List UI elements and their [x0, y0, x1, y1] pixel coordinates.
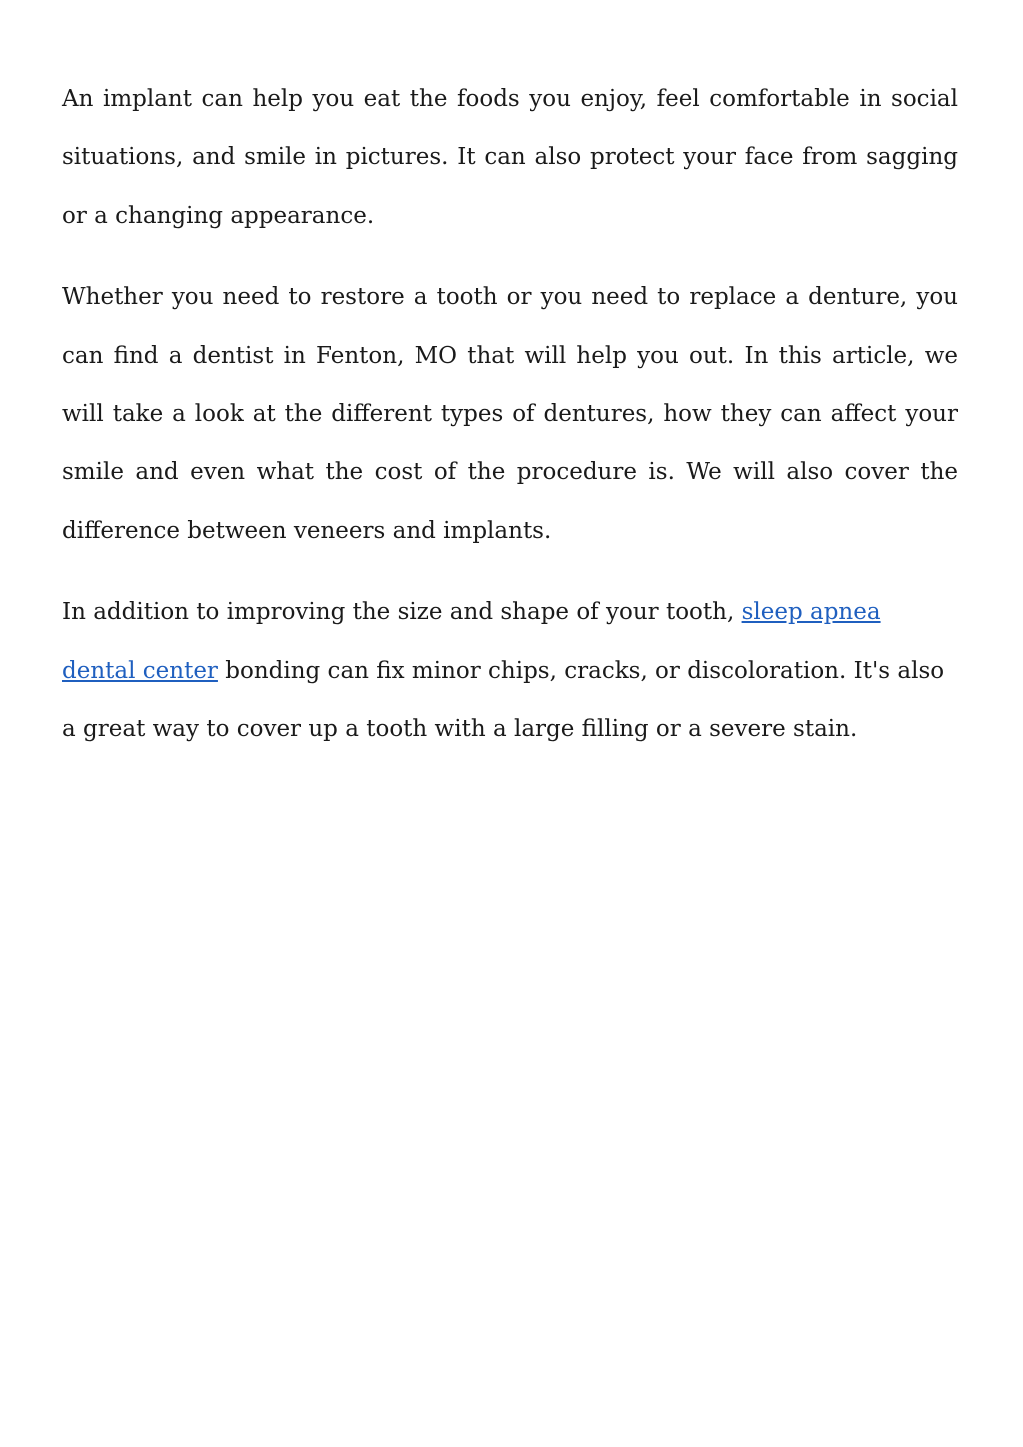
sleep-apnea-dental-center-link[interactable]: sleep apnea dental center: [62, 599, 881, 684]
paragraph-implant-benefits: An implant can help you eat the foods you enjoy, feel comfortable in social situations, and smile in pictures. It can also protect your face from sagging or a changing appearance.: [62, 86, 958, 229]
document-body: [62, 70, 958, 781]
paragraph-bonding: [62, 583, 958, 758]
paragraph-bonding-rest: bonding can fix minor chips, cracks, or discoloration. It's also a great way to cover up a tooth with a large filling or a severe stain.: [62, 657, 945, 743]
paragraph-bonding-intro: In addition to improving the size and shape of your tooth,: [62, 599, 742, 626]
paragraph-dentist-fenton: Whether you need to restore a tooth or you need to replace a denture, you can find a dentist in Fenton, MO that will help you out. In this article, we will take a look at the different types of dentures, how they can affect your smile and even what the cost of the procedure is. We will also cover the difference between veneers and implants.: [62, 284, 958, 544]
